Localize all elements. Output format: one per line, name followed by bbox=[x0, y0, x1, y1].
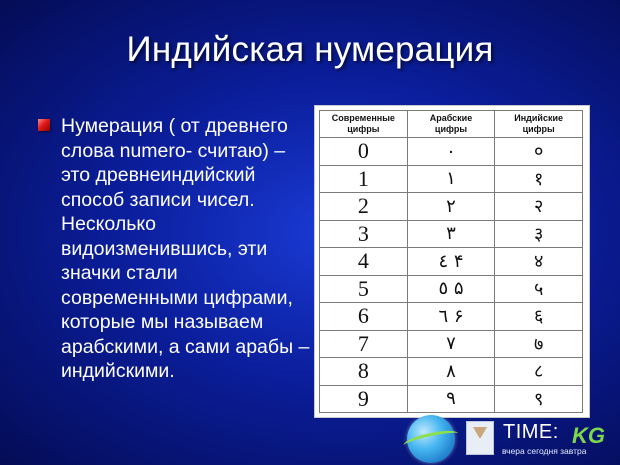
cell-modern: 2 bbox=[320, 193, 408, 221]
cell-arabic: ٦ ۶ bbox=[407, 303, 495, 331]
watermark-brand: TIME: bbox=[503, 421, 559, 443]
cell-indian: १ bbox=[495, 165, 583, 193]
cell-arabic: ٨ bbox=[407, 358, 495, 386]
cell-modern: 8 bbox=[320, 358, 408, 386]
cell-indian: ० bbox=[495, 138, 583, 166]
cell-indian: २ bbox=[495, 193, 583, 221]
header-indian: Индийские цифры bbox=[495, 111, 583, 138]
hourglass-icon bbox=[466, 421, 494, 455]
cell-modern: 1 bbox=[320, 165, 408, 193]
watermark-tagline: вчера сегодня завтра bbox=[502, 446, 587, 456]
cell-arabic: ٧ bbox=[407, 330, 495, 358]
table-row bbox=[320, 358, 583, 386]
cell-indian: ६ bbox=[495, 303, 583, 331]
cell-modern: 0 bbox=[320, 138, 408, 166]
cell-indian: ४ bbox=[495, 248, 583, 276]
cell-modern: 5 bbox=[320, 275, 408, 303]
cell-arabic: ٥ ۵ bbox=[407, 275, 495, 303]
cell-indian: ७ bbox=[495, 330, 583, 358]
table-row bbox=[320, 193, 583, 221]
cell-arabic: ١ bbox=[407, 165, 495, 193]
table-row bbox=[320, 220, 583, 248]
cell-modern: 3 bbox=[320, 220, 408, 248]
table-row bbox=[320, 165, 583, 193]
numerals-table bbox=[314, 105, 590, 418]
slide-title: Индийская нумерация bbox=[126, 30, 494, 69]
cell-arabic: ٢ bbox=[407, 193, 495, 221]
cell-indian: ८ bbox=[495, 358, 583, 386]
bullet-square-icon bbox=[38, 119, 50, 131]
table-row bbox=[320, 385, 583, 413]
header-modern: Современные цифры bbox=[320, 111, 408, 138]
cell-modern: 4 bbox=[320, 248, 408, 276]
cell-indian: ३ bbox=[495, 220, 583, 248]
cell-modern: 7 bbox=[320, 330, 408, 358]
table-header-row bbox=[320, 111, 583, 138]
hourglass-sand bbox=[473, 427, 487, 449]
table-row bbox=[320, 248, 583, 276]
cell-arabic: ٤ ۴ bbox=[407, 248, 495, 276]
table-row bbox=[320, 275, 583, 303]
table-row bbox=[320, 330, 583, 358]
cell-modern: 6 bbox=[320, 303, 408, 331]
cell-arabic: ٣ bbox=[407, 220, 495, 248]
cell-indian: ९ bbox=[495, 385, 583, 413]
cell-arabic: ٩ bbox=[407, 385, 495, 413]
watermark-brand-suffix: KG bbox=[572, 423, 605, 448]
numerals-grid bbox=[319, 110, 583, 413]
cell-indian: ५ bbox=[495, 275, 583, 303]
globe-icon bbox=[407, 415, 455, 463]
table-row bbox=[320, 303, 583, 331]
cell-modern: 9 bbox=[320, 385, 408, 413]
header-arabic: Арабские цифры bbox=[407, 111, 495, 138]
slide-body-text: Нумерация ( от древнего слова numero- считаю) – это древнеиндийский способ записи чисел. Несколько видоизменившись, эти значки стали современными цифрами, которые мы называем арабскими, а сами арабы – индийскими. bbox=[61, 115, 310, 382]
table-row bbox=[320, 138, 583, 166]
cell-arabic: ٠ bbox=[407, 138, 495, 166]
